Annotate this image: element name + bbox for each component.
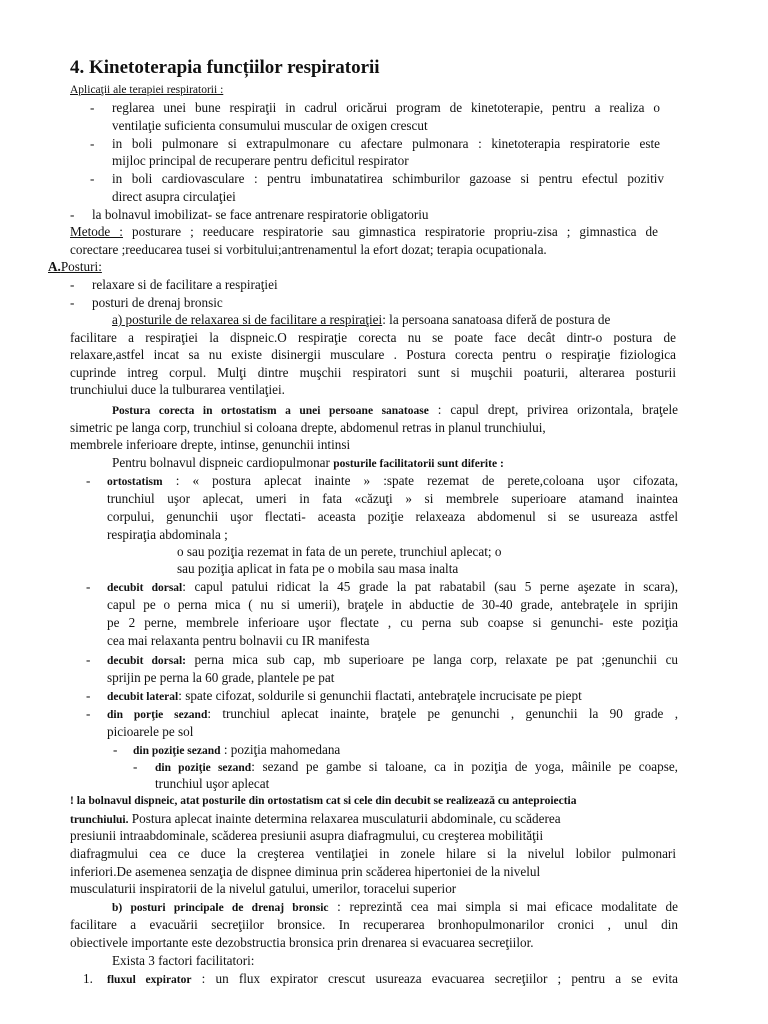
methods-label: Metode : bbox=[70, 224, 123, 239]
position-5-line-1: din porţie sezand: trunchiul aplecat inainte, braţele pe genunchi , genunchii la 90 grade , bbox=[107, 706, 679, 721]
position-1-line-1: ortostatism : « postura aplecat inainte » :spate rezemat de perete,coloana uşor cifozata, bbox=[107, 473, 678, 488]
position-5-label: din porţie sezand bbox=[107, 709, 208, 721]
list-dash: - bbox=[133, 759, 138, 774]
section-b-line-2: facilitare a evacuării secreţiilor bronsice. In recuperarea bronhopulmonarilor cronici , unul din bbox=[70, 917, 678, 932]
factors-intro: Exista 3 factori facilitatori: bbox=[112, 953, 255, 968]
position-1-sub-1: o sau poziţia rezemat in fata de un perete, trunchiul aplecat; o bbox=[177, 544, 502, 559]
list-dash: - bbox=[90, 171, 95, 186]
list-dash: - bbox=[70, 277, 75, 292]
list-dash: - bbox=[113, 742, 118, 757]
position-7-line-2: trunchiul uşor aplecat bbox=[155, 776, 270, 791]
position-2-label: decubit dorsal bbox=[107, 582, 183, 594]
methods-line-1: Metode : posturare ; reeducare respiratorie sau gimnastica respiratorie propriu-zisa ; gimnastica de bbox=[70, 224, 658, 239]
postures-item-2: posturi de drenaj bronsic bbox=[92, 295, 223, 310]
position-2-line-2: capul pe o perna mica ( nu si umerii), braţele in abductie de 30-40 grade, antebraţele in sprijin bbox=[107, 597, 678, 612]
list-dash: - bbox=[70, 295, 75, 310]
ortho-bold: Postura corecta in ortostatism a unei persoane sanatoase bbox=[112, 405, 429, 417]
postures-item-1: relaxare si de facilitare a respiraţiei bbox=[92, 277, 278, 292]
section-a-line-5: trunchiului duce la tulburarea ventilaţiei. bbox=[70, 382, 285, 397]
note-bold-line: ! la bolnavul dispneic, atat posturile din ortostatism cat si cele din decubit se realizează cu anteproiectia bbox=[70, 795, 577, 807]
page-title: 4. Kinetoterapia funcțiilor respiratorii bbox=[70, 57, 380, 78]
postures-heading: A.Posturi: bbox=[48, 259, 102, 274]
section-a-heading: a) posturile de relaxarea si de facilitare a respiraţiei bbox=[112, 312, 383, 327]
ortho-line-2: simetric pe langa corp, trunchiul si coloana drepte, abdomenul retras in planul trunchiului, bbox=[70, 420, 546, 435]
list-dash: - bbox=[90, 136, 95, 151]
section-b-heading: b) posturi principale de drenaj bronsic bbox=[112, 902, 329, 914]
list-dash: - bbox=[86, 652, 91, 667]
note-line-5: inferiori.De asemenea senzaţia de dispnee diminua prin scăderea hipertoniei de la nivelul bbox=[70, 864, 541, 879]
position-6-line-1: din poziţie sezand : poziţia mahomedana bbox=[133, 742, 341, 757]
section-a-line-1: a) posturile de relaxarea si de facilitare a respiraţiei: la persoana sanatoasa diferă de postura de bbox=[112, 312, 611, 327]
position-3-label: decubit dorsal: bbox=[107, 655, 187, 667]
note-line-6: musculaturii inspiratorii de la nivelul gatului, umerilor, toracelui superior bbox=[70, 881, 457, 896]
note-line-2: trunchiului. Postura aplecat inainte determina relaxarea musculaturii abdominale, cu scăderea bbox=[70, 811, 561, 826]
position-5-line-2: picioarele pe sol bbox=[107, 724, 194, 739]
list-dash: - bbox=[70, 207, 75, 222]
position-3-line-2: sprijin pe perna la 60 grade, plantele pe pat bbox=[107, 670, 335, 685]
applications-item-3-line-2: direct asupra circulaţiei bbox=[112, 189, 236, 204]
methods-line-2: corectare ;reeducarea tusei si vorbitului;antrenamentul la efort dozat; terapia ocupationala. bbox=[70, 242, 547, 257]
applications-item-4: la bolnavul imobilizat- se face antrenare respiratorie obligatoriu bbox=[92, 207, 429, 222]
ortho-line-1: Postura corecta in ortostatism a unei persoane sanatoase : capul drept, privirea orizontala, braţele bbox=[112, 402, 679, 417]
note-line-4: diafragmului cea ce duce la creşterea ventilaţiei in zonele hilare si la nivelul lobilor pulmonari bbox=[70, 846, 676, 861]
applications-item-2-line-2: mijloc principal de recuperare pentru deficitul respirator bbox=[112, 153, 409, 168]
dyspneic-intro: Pentru bolnavul dispneic cardiopulmonar posturile facilitatorii sunt diferite : bbox=[112, 455, 504, 470]
section-a-line-2: facilitare a respiraţiei la dispneic.O respiraţie corecta nu se poate face decât dintr-o postura de bbox=[70, 330, 676, 345]
position-1-line-2: trunchiul uşor aplecat, umeri in fata «căzuţi » si membrele superioare atamand inaintea bbox=[107, 491, 678, 506]
position-1-line-3: corpului, genunchii uşor flectati- aceasta poziţie relaxeaza abdomenul si se usureaza astfel bbox=[107, 509, 678, 524]
applications-item-3-line-1: in boli cardiovasculare : pentru imbunatatirea schimburilor gazoase si pentru efectul pozitiv bbox=[112, 171, 664, 186]
position-4-label: decubit lateral bbox=[107, 691, 179, 703]
position-2-line-3: pe 2 perne, membrele inferioare uşor flectate , cu perna sub coapse si genunchi- este poziţia bbox=[107, 615, 678, 630]
list-dash: - bbox=[86, 706, 91, 721]
position-1-line-4: respiraţia abdominala ; bbox=[107, 527, 228, 542]
section-a-line-3: relaxare,astfel incat sa nu existe disinergii musculare . Postura corecta pentru o respiraţie fiziologica bbox=[70, 347, 676, 362]
position-7-line-1: din poziţie sezand: sezand pe gambe si taloane, ca in poziţia de yoga, mâinile pe coapse, bbox=[155, 759, 678, 774]
factor-1-label: fluxul expirator bbox=[107, 974, 192, 986]
position-6-label: din poziţie sezand bbox=[133, 745, 221, 757]
section-b-line-1: b) posturi principale de drenaj bronsic : reprezintă cea mai simpla si mai eficace modalitate de bbox=[112, 899, 678, 914]
applications-heading: Aplicaţii ale terapiei respiratorii : bbox=[70, 84, 224, 96]
applications-item-1-line-2: ventilaţie suficienta consumului muscular de oxigen crescut bbox=[112, 118, 428, 133]
section-a-line-4: cuprinde intreg corpul. Mulţi dintre muşchii respiratori sunt si muşchii poaturii, alterarea posturii bbox=[70, 365, 676, 380]
list-dash: - bbox=[90, 100, 95, 115]
position-3-line-1: decubit dorsal: perna mica sub cap, mb superioare pe langa corp, relaxate pe pat ;genunchii cu bbox=[107, 652, 679, 667]
section-b-line-3: obiectivele importante este dezobstructia bronsica prin drenarea si evacuarea secreţiilor. bbox=[70, 935, 534, 950]
factor-1-line: fluxul expirator : un flux expirator crescut usureaza evacuarea secreţiilor ; pentru a se evita bbox=[107, 971, 678, 986]
factor-1-number: 1. bbox=[83, 971, 93, 986]
applications-item-2-line-1: in boli pulmonare si extrapulmonare cu afectare pulmonara : kinetoterapia respiratorie este bbox=[112, 136, 660, 151]
applications-item-1-line-1: reglarea unei bune respiraţii in cadrul oricărui program de kinetoterapie, pentru a realiza o bbox=[112, 100, 660, 115]
position-1-label: ortostatism bbox=[107, 476, 163, 488]
list-dash: - bbox=[86, 473, 91, 488]
position-2-line-4: cea mai relaxanta pentru bolnavii cu IR manifesta bbox=[107, 633, 370, 648]
position-1-sub-2: sau poziţia aplicat in fata pe o mobila sau masa inalta bbox=[177, 561, 459, 576]
ortho-line-3: membrele inferioare drepte, intinse, genunchii intinsi bbox=[70, 437, 351, 452]
position-7-label: din poziţie sezand bbox=[155, 762, 252, 774]
position-4-line-1: decubit lateral: spate cifozat, soldurile si genunchii flactati, antebraţele incrucisate pe piept bbox=[107, 688, 582, 703]
note-line-3: presiunii intraabdominale, scăderea presiunii asupra diafragmului, cu creşterea mobilităţii bbox=[70, 828, 544, 843]
list-dash: - bbox=[86, 688, 91, 703]
position-2-line-1: decubit dorsal: capul patului ridicat la 45 grade la pat rabatabil (sau 5 perne aşezate in scara), bbox=[107, 579, 678, 594]
list-dash: - bbox=[86, 579, 91, 594]
